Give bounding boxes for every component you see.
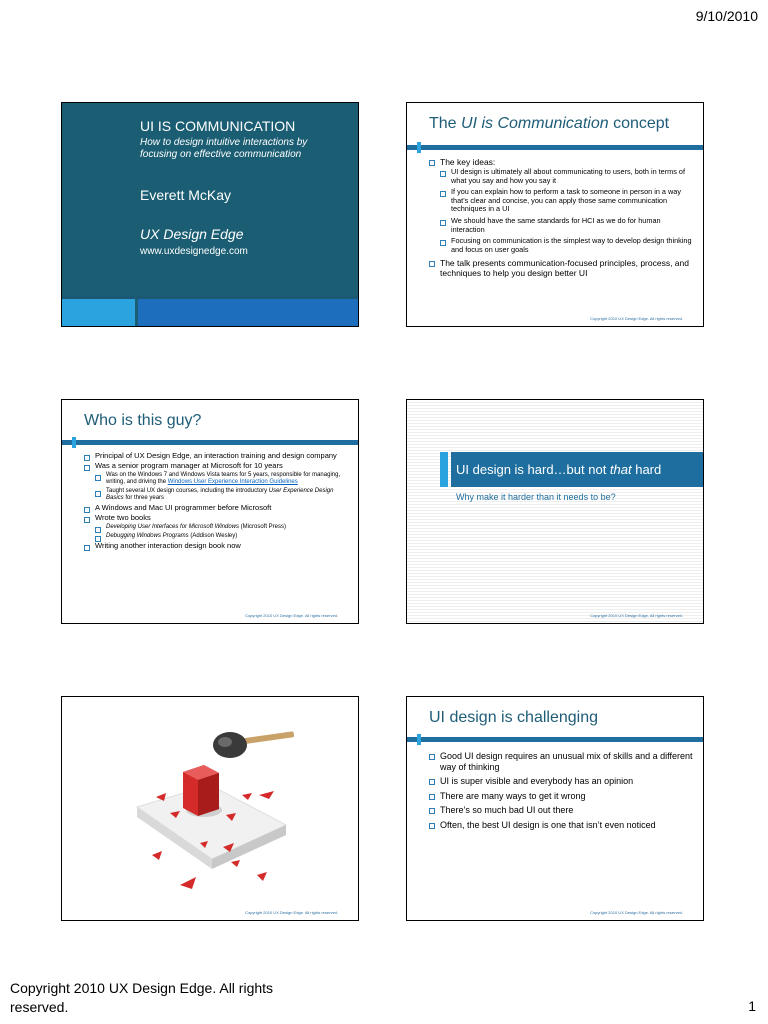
list-item: Principal of UX Design Edge, an interaction training and design company	[84, 452, 350, 461]
bullet-icon	[440, 171, 446, 177]
list-item: Often, the best UI design is one that isn’t even noticed	[429, 820, 695, 831]
slide-about-title: Who is this guy?	[84, 412, 202, 429]
list-item: UI is super visible and everybody has an opinion	[429, 776, 695, 787]
slide-copyright: Copyright 2010 UX Design Edge. All rights reserved.	[245, 910, 338, 915]
list-item: Developing User Interfaces for Microsoft Windows (Microsoft Press)	[84, 524, 350, 531]
list-item: Focusing on communication is the simplest way to develop design thinking and focus on user goals	[429, 237, 695, 254]
hammer-peg-illustration	[62, 697, 359, 921]
fragment	[242, 793, 252, 800]
list-item: UI design is ultimately all about communicating to users, both in terms of what you say and how you say it	[429, 168, 695, 185]
title-rule-mark	[417, 734, 421, 745]
bullet-icon	[84, 455, 90, 461]
about-bullets	[84, 452, 350, 551]
slide-section	[406, 399, 704, 624]
red-peg-side	[198, 773, 219, 816]
slide-about	[61, 399, 359, 624]
slide-concept	[406, 102, 704, 327]
slide-challenging	[406, 696, 704, 921]
list-item: Wrote two books	[84, 514, 350, 523]
bullet-icon	[429, 823, 435, 829]
section-subtitle: Why make it harder than it needs to be?	[456, 492, 616, 502]
company-url: www.uxdesignedge.com	[140, 246, 248, 257]
bullet-icon	[429, 794, 435, 800]
slide-copyright: Copyright 2010 UX Design Edge. All rights reserved.	[590, 316, 683, 321]
slide-challenging-title: UI design is challenging	[429, 709, 598, 726]
hammer-highlight	[218, 737, 232, 747]
fragment	[257, 872, 267, 881]
title-rule-mark	[417, 142, 421, 153]
slide-title-subtitle: How to design intuitive interactions by focusing on effective communication	[140, 137, 308, 160]
slide-title	[61, 102, 359, 327]
bullet-icon	[95, 475, 101, 481]
section-title: UI design is hard…but not that hard	[456, 462, 662, 477]
list-item: Taught several UX design courses, including the introductory User Experience Design Basics for three years	[84, 488, 350, 502]
list-item: We should have the same standards for HCI as we do for human interaction	[429, 217, 695, 234]
title-rule	[407, 737, 704, 742]
fragment	[152, 851, 162, 860]
bullet-icon	[429, 808, 435, 814]
list-item: Was a senior program manager at Microsoft for 10 years	[84, 462, 350, 471]
bullet-icon	[440, 240, 446, 246]
title-rule	[62, 440, 359, 445]
bullet-icon	[429, 779, 435, 785]
bullet-icon	[84, 465, 90, 471]
list-item: There’s so much bad UI out there	[429, 805, 695, 816]
slide-image	[61, 696, 359, 921]
section-accent	[440, 452, 448, 487]
list-item: There are many ways to get it wrong	[429, 791, 695, 802]
list-item: Writing another interaction design book now	[84, 542, 350, 551]
slide-title-heading: UI IS COMMUNICATION	[140, 118, 296, 134]
list-item: If you can explain how to perform a task to someone in person in a way that’s clear and concise, you can apply those same communication techniques in a UI	[429, 188, 695, 214]
bullet-icon	[440, 220, 446, 226]
page-footer-copyright: Copyright 2010 UX Design Edge. All rights reserved.	[10, 980, 274, 1015]
bullet-icon	[84, 517, 90, 523]
page-date: 9/10/2010	[695, 8, 758, 24]
bullet-icon	[440, 191, 446, 197]
list-item: Was on the Windows 7 and Windows Vista teams for 5 years, responsible for managing, writing, and driving the Windows User Experience Interaction Guidelines	[84, 472, 350, 486]
list-item: Debugging Windows Programs (Addison Wesley)	[84, 533, 350, 540]
challenging-bullets	[429, 751, 695, 831]
bullet-icon	[429, 261, 435, 267]
title-bar-light	[62, 299, 135, 326]
list-item: The talk presents communication-focused principles, process, and techniques to help you design better UI	[429, 258, 695, 278]
bullet-icon	[84, 507, 90, 513]
title-bar-dark	[138, 299, 358, 326]
presenter-name: Everett McKay	[140, 187, 232, 203]
fragment	[231, 860, 240, 867]
list-item: Good UI design requires an unusual mix of skills and a different way of thinking	[429, 751, 695, 772]
fragment	[180, 877, 196, 889]
guidelines-link[interactable]: Windows User Experience Interaction Guidelines	[167, 478, 298, 485]
concept-bullets	[429, 157, 695, 278]
striped-background	[407, 400, 704, 624]
company-name: UX Design Edge	[140, 226, 244, 242]
bullet-icon	[95, 491, 101, 497]
slide-copyright: Copyright 2010 UX Design Edge. All rights reserved.	[245, 613, 338, 618]
bullet-icon	[429, 160, 435, 166]
slide-copyright: Copyright 2010 UX Design Edge. All rights reserved.	[590, 910, 683, 915]
title-rule	[407, 145, 704, 150]
slide-concept-title: The UI is Communication concept	[429, 115, 670, 132]
bullet-icon	[84, 545, 90, 551]
slide-copyright: Copyright 2010 UX Design Edge. All rights reserved.	[590, 613, 683, 618]
list-item: A Windows and Mac UI programmer before Microsoft	[84, 504, 350, 513]
page-number: 1	[748, 998, 756, 1014]
list-item: The key ideas:	[429, 157, 695, 167]
bullet-icon	[429, 754, 435, 760]
title-rule-mark	[72, 437, 76, 448]
fragment	[259, 791, 274, 799]
